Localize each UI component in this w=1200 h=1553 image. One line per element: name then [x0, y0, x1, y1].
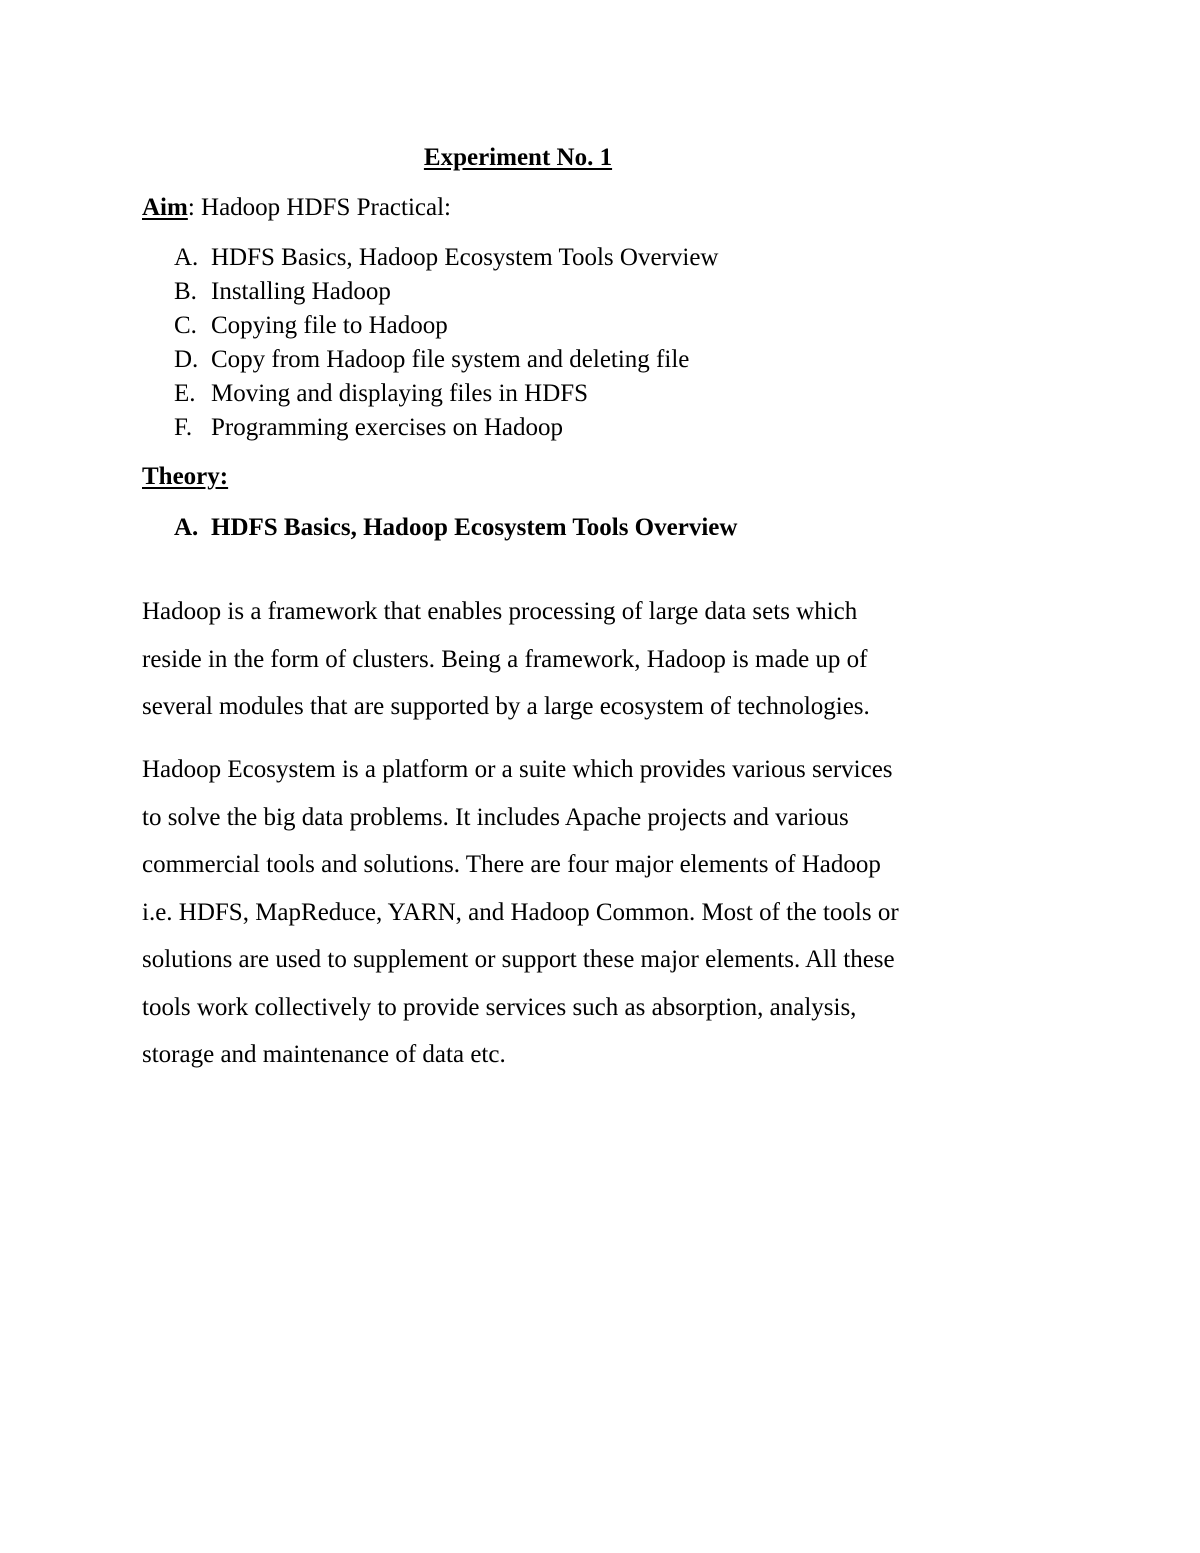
document-title-text: Experiment No. 1 — [423, 144, 613, 171]
paragraph-intro — [142, 588, 1002, 731]
theory-heading: Theory: — [142, 463, 229, 490]
list-item — [174, 411, 718, 445]
paragraph-line: Hadoop Ecosystem is a platform or a suite which provides various services — [142, 756, 893, 783]
aim-separator: : — [187, 194, 202, 221]
paragraph-line: to solve the big data problems. It includes Apache projects and various — [142, 803, 849, 831]
list-item-text: Copying file to Hadoop — [211, 312, 448, 339]
list-item-letter: E. — [174, 380, 196, 407]
aim-label: Aim — [142, 194, 188, 221]
list-item — [174, 241, 718, 275]
list-item — [174, 343, 718, 377]
list-item-letter: B. — [174, 278, 197, 305]
list-item — [174, 309, 718, 343]
paragraph-line: tools work collectively to provide services such as absorption, analysis, — [142, 993, 857, 1021]
paragraph-line: storage and maintenance of data etc. — [142, 1041, 506, 1068]
list-item-text: Copy from Hadoop file system and deleting file — [211, 346, 690, 373]
section-heading — [174, 512, 737, 544]
list-item-letter: A. — [174, 244, 199, 271]
paragraph-line: commercial tools and solutions. There are four major elements of Hadoop — [142, 851, 881, 878]
paragraph-line: reside in the form of clusters. Being a framework, Hadoop is made up of — [142, 645, 868, 673]
list-item-letter: C. — [174, 312, 197, 339]
aim-line — [142, 192, 451, 224]
paragraph-line: i.e. HDFS, MapReduce, YARN, and Hadoop Common. Most of the tools or — [142, 898, 899, 926]
list-item — [174, 275, 718, 309]
paragraph-line: several modules that are supported by a large ecosystem of technologies. — [142, 693, 870, 720]
list-item-text: Installing Hadoop — [211, 278, 391, 305]
list-item-text: Programming exercises on Hadoop — [211, 414, 564, 441]
paragraph-line: Hadoop is a framework that enables processing of large data sets which — [142, 598, 858, 625]
aim-list — [174, 241, 718, 445]
paragraph-ecosystem — [142, 746, 1002, 1079]
aim-text: Hadoop HDFS Practical: — [201, 194, 451, 221]
list-item-letter: F. — [174, 414, 193, 441]
paragraph-line: solutions are used to supplement or support these major elements. All these — [142, 946, 895, 973]
list-item-letter: D. — [174, 346, 199, 373]
list-item — [174, 377, 718, 411]
section-heading-letter: A. — [174, 514, 199, 541]
section-heading-text: HDFS Basics, Hadoop Ecosystem Tools Overview — [211, 514, 738, 541]
list-item-text: HDFS Basics, Hadoop Ecosystem Tools Overview — [211, 244, 719, 271]
document-title — [0, 142, 1200, 174]
list-item-text: Moving and displaying files in HDFS — [211, 380, 589, 407]
